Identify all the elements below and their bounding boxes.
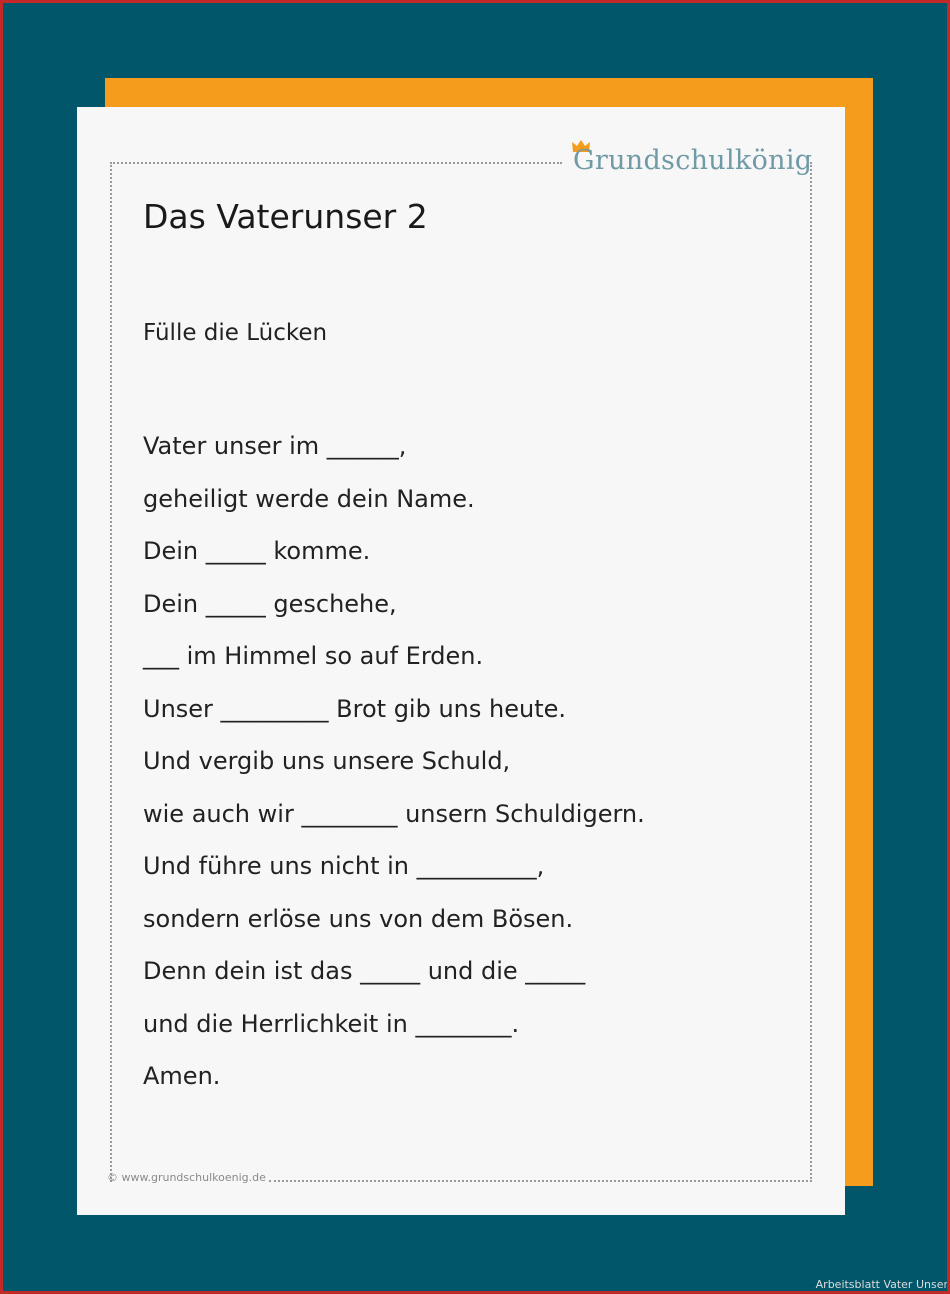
prayer-text [143, 426, 645, 1109]
instruction-text: Fülle die Lücken [143, 320, 328, 346]
dotted-frame-top [110, 162, 562, 164]
prayer-line: Unser _________ Brot gib uns heute. [143, 694, 567, 723]
prayer-line: Und vergib uns unsere Schuld, [143, 747, 511, 775]
image-caption: Arbeitsblatt Vater Unser [815, 1278, 948, 1291]
prayer-line: und die Herrlichkeit in ________. [143, 1009, 520, 1038]
prayer-line: geheiligt werde dein Name. [143, 484, 475, 513]
worksheet-page [77, 107, 845, 1215]
prayer-line: wie auch wir ________ unsern Schuldigern. [143, 799, 645, 828]
brand-logo [571, 137, 821, 187]
prayer-line: Denn dein ist das _____ und die _____ [143, 957, 586, 985]
dotted-frame-bottom [269, 1180, 812, 1182]
copyright-text: © www.grundschulkoenig.de [107, 1171, 266, 1184]
prayer-line: Dein _____ komme. [143, 537, 371, 565]
prayer-line: Vater unser im ______, [143, 432, 407, 460]
page-title: Das Vaterunser 2 [143, 197, 428, 236]
brand-name: Grundschulkönig [573, 145, 813, 176]
prayer-line: ___ im Himmel so auf Erden. [143, 642, 484, 670]
prayer-line: sondern erlöse uns von dem Bösen. [143, 904, 574, 933]
prayer-line: Dein _____ geschehe, [143, 589, 397, 618]
prayer-line: Und führe uns nicht in __________, [143, 852, 545, 880]
prayer-line: Amen. [143, 1062, 221, 1090]
